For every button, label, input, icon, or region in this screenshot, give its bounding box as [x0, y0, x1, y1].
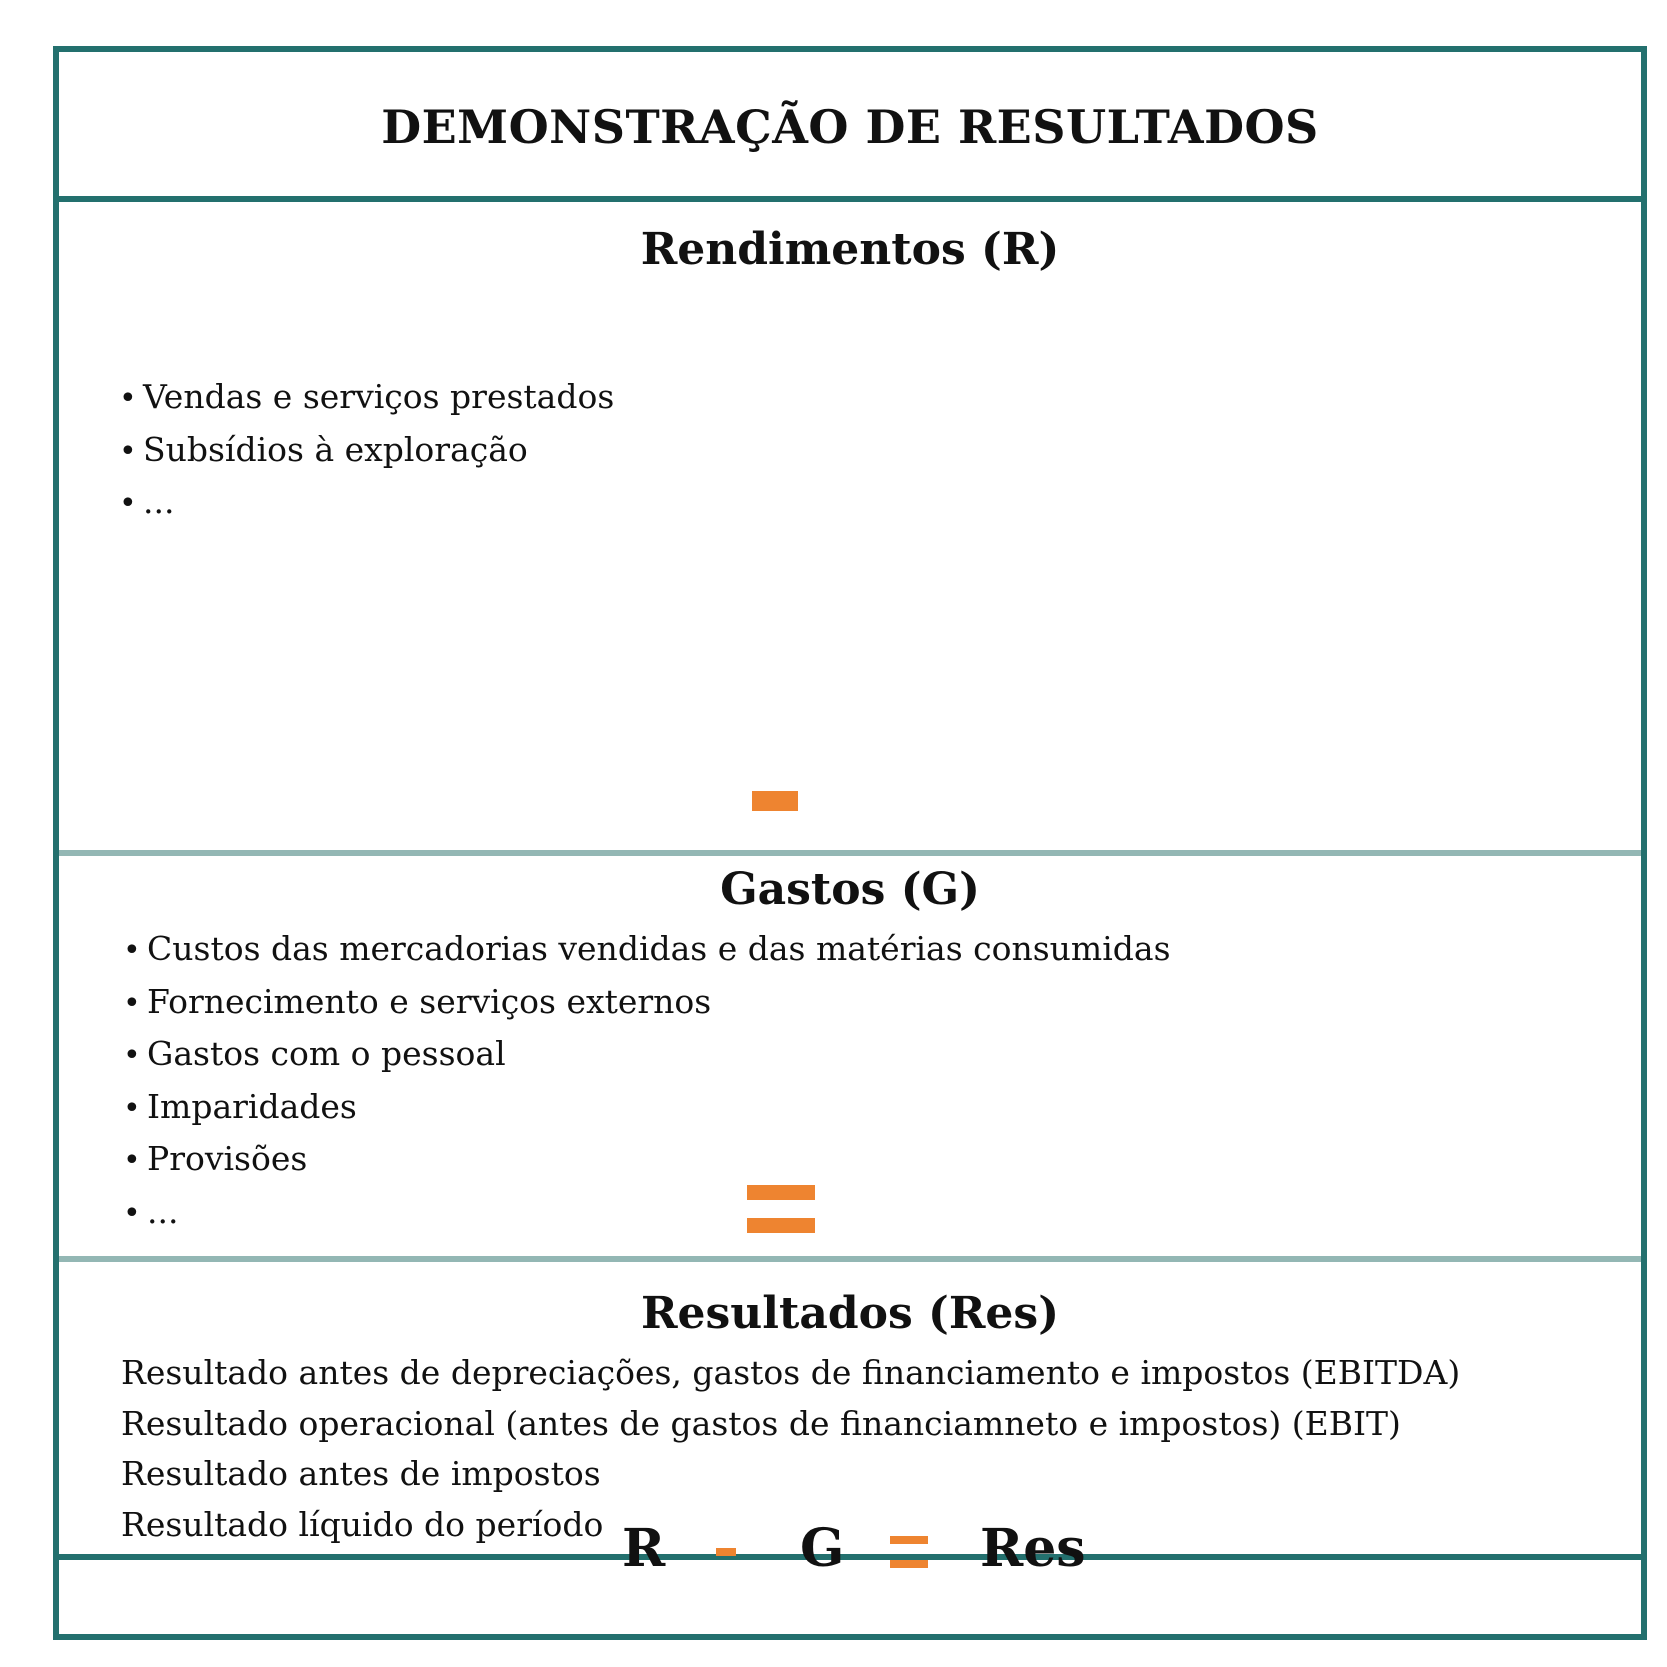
rendimentos-gastos-divider — [59, 850, 1641, 856]
formula-row — [0, 1514, 1667, 1588]
gastos-heading: Gastos (G) — [720, 864, 980, 915]
list-item: • ... — [123, 1187, 1171, 1240]
gastos-list — [123, 924, 1171, 1239]
equals-operator-icon — [747, 1185, 815, 1233]
formula-equals-icon — [890, 1536, 928, 1570]
formula-r: R — [622, 1518, 666, 1579]
list-item: Resultado antes de impostos — [121, 1454, 601, 1493]
formula-minus-icon — [716, 1548, 736, 1556]
statement-frame — [53, 46, 1647, 1640]
rendimentos-list — [119, 372, 614, 530]
minus-operator-icon — [752, 791, 798, 811]
page-title: DEMONSTRAÇÃO DE RESULTADOS — [381, 100, 1319, 154]
title-divider — [59, 196, 1641, 202]
list-item: Resultado líquido do período — [121, 1504, 604, 1544]
gastos-resultados-divider — [59, 1256, 1641, 1262]
list-item: • Vendas e serviços prestados — [119, 372, 614, 425]
formula-res: Res — [980, 1518, 1086, 1579]
formula-g: G — [800, 1518, 845, 1579]
rendimentos-heading: Rendimentos (R) — [640, 224, 1060, 275]
list-item: • Provisões — [123, 1134, 1171, 1187]
list-item: • Gastos com o pessoal — [123, 1029, 1171, 1082]
list-item: • ... — [119, 477, 614, 530]
list-item: • Fornecimento e serviços externos — [123, 977, 1171, 1030]
list-item: Resultado antes de depreciações, gastos de financiamento e impostos (EBITDA) — [121, 1353, 1461, 1392]
list-item: • Subsídios à exploração — [119, 425, 614, 478]
resultados-heading: Resultados (Res) — [640, 1288, 1060, 1339]
list-item: Resultado operacional (antes de gastos de financiamneto e impostos) (EBIT) — [121, 1403, 1401, 1443]
list-item: • Imparidades — [123, 1082, 1171, 1135]
list-item: • Custos das mercadorias vendidas e das matérias consumidas — [123, 924, 1171, 977]
